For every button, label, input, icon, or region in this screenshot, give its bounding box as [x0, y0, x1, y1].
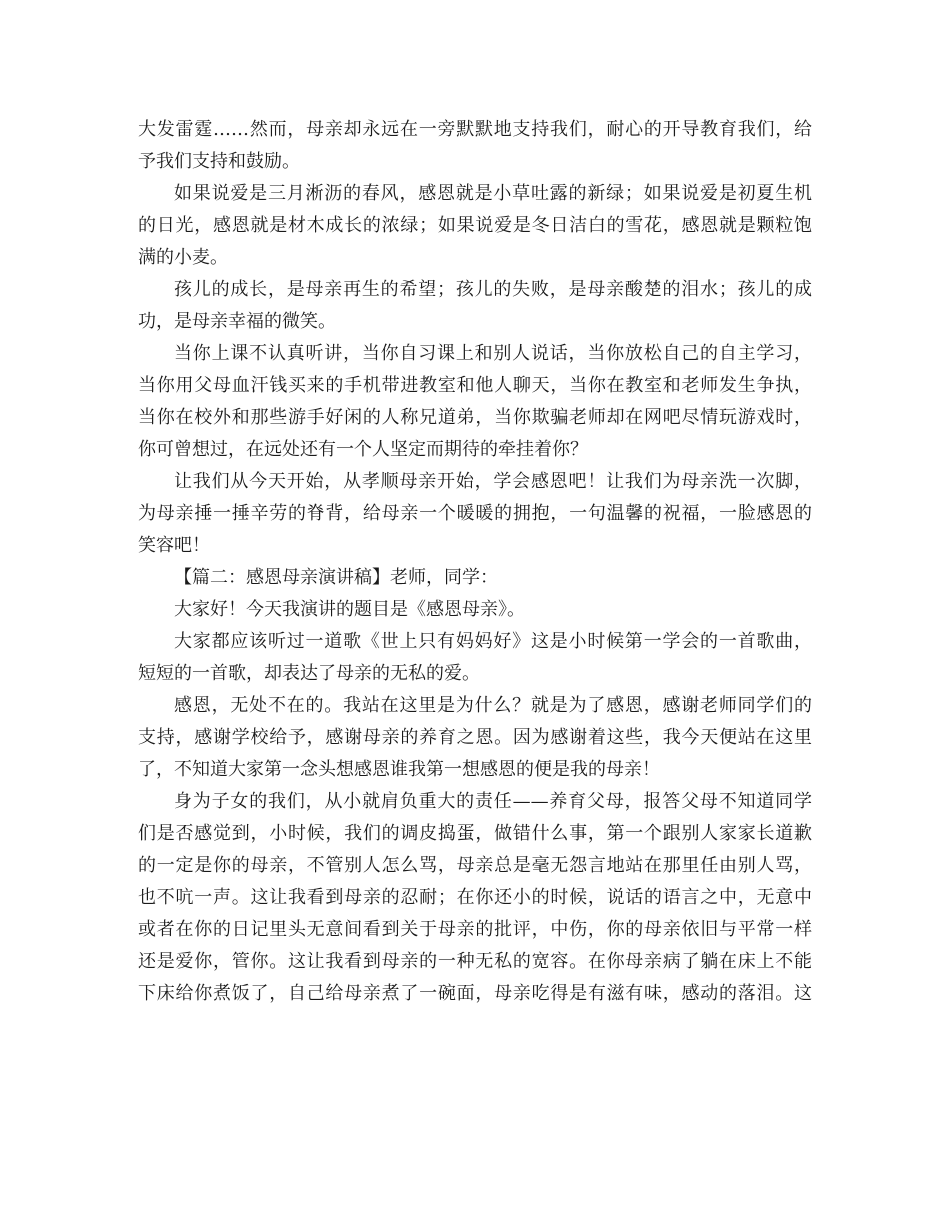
text-line: 的日光，感恩就是材木成长的浓绿；如果说爱是冬日洁白的雪花，感恩就是颗粒饱 [138, 215, 812, 236]
text-line: 大家好！今天我演讲的题目是《感恩母亲》。 [174, 599, 525, 620]
document-body [138, 114, 812, 1010]
text-line: 也不吭一声。这让我看到母亲的忍耐；在你还小的时候，说话的语言之中，无意中 [138, 887, 812, 908]
paragraph [138, 178, 812, 274]
paragraph [138, 114, 812, 178]
section-heading [138, 562, 812, 594]
text-line: 了，不知道大家第一念头想感恩谁我第一想感恩的便是我的母亲！ [138, 759, 660, 780]
text-line: 短短的一首歌，却表达了母亲的无私的爱。 [138, 663, 480, 684]
text-line: 满的小麦。 [138, 247, 228, 268]
text-line: 感恩，无处不在的。我站在这里是为什么？就是为了感恩，感谢老师同学们的 [174, 695, 812, 716]
text-line: 当你用父母血汗钱买来的手机带进教室和他人聊天，当你在教室和老师发生争执， [138, 375, 812, 396]
paragraph [138, 690, 812, 786]
paragraph [138, 274, 812, 338]
paragraph [138, 338, 812, 466]
text-line: 支持，感谢学校给予，感谢母亲的养育之恩。因为感谢着这些，我今天便站在这里 [138, 727, 812, 748]
paragraph [138, 466, 812, 562]
text-line: 们是否感觉到，小时候，我们的调皮捣蛋，做错什么事，第一个跟别人家家长道歉 [138, 823, 812, 844]
text-line: 【篇二：感恩母亲演讲稿】老师，同学： [174, 567, 498, 588]
text-line: 让我们从今天开始，从孝顺母亲开始，学会感恩吧！让我们为母亲洗一次脚， [174, 471, 812, 492]
text-line: 身为子女的我们，从小就肩负重大的责任——养育父母，报答父母不知道同学 [174, 791, 812, 812]
text-line: 的一定是你的母亲，不管别人怎么骂，母亲总是毫无怨言地站在那里任由别人骂， [138, 855, 812, 876]
text-line: 功，是母亲幸福的微笑。 [138, 311, 336, 332]
text-line: 笑容吧！ [138, 535, 210, 556]
text-line: 还是爱你，管你。这让我看到母亲的一种无私的宽容。在你母亲病了躺在床上不能 [138, 951, 812, 972]
paragraph [138, 626, 812, 690]
text-line: 予我们支持和鼓励。 [138, 151, 300, 172]
paragraph [138, 786, 812, 1010]
text-line: 为母亲捶一捶辛劳的脊背，给母亲一个暖暖的拥抱，一句温馨的祝福，一脸感恩的 [138, 503, 812, 524]
text-line: 孩儿的成长，是母亲再生的希望；孩儿的失败，是母亲酸楚的泪水；孩儿的成 [174, 279, 812, 300]
text-line: 当你在校外和那些游手好闲的人称兄道弟，当你欺骗老师却在网吧尽情玩游戏时， [138, 407, 812, 428]
text-line: 当你上课不认真听讲，当你自习课上和别人说话，当你放松自己的自主学习， [174, 343, 812, 364]
text-line: 大家都应该听过一道歌《世上只有妈妈好》这是小时候第一学会的一首歌曲， [174, 631, 812, 652]
text-line: 大发雷霆……然而，母亲却永远在一旁默默地支持我们，耐心的开导教育我们，给 [138, 119, 812, 140]
text-line: 你可曾想过，在远处还有一个人坚定而期待的牵挂着你？ [138, 439, 588, 460]
paragraph [138, 594, 812, 626]
text-line: 下床给你煮饭了，自己给母亲煮了一碗面，母亲吃得是有滋有味，感动的落泪。这 [138, 983, 812, 1004]
text-line: 或者在你的日记里头无意间看到关于母亲的批评，中伤，你的母亲依旧与平常一样 [138, 919, 812, 940]
text-line: 如果说爱是三月淅沥的春风，感恩就是小草吐露的新绿；如果说爱是初夏生机 [174, 183, 812, 204]
